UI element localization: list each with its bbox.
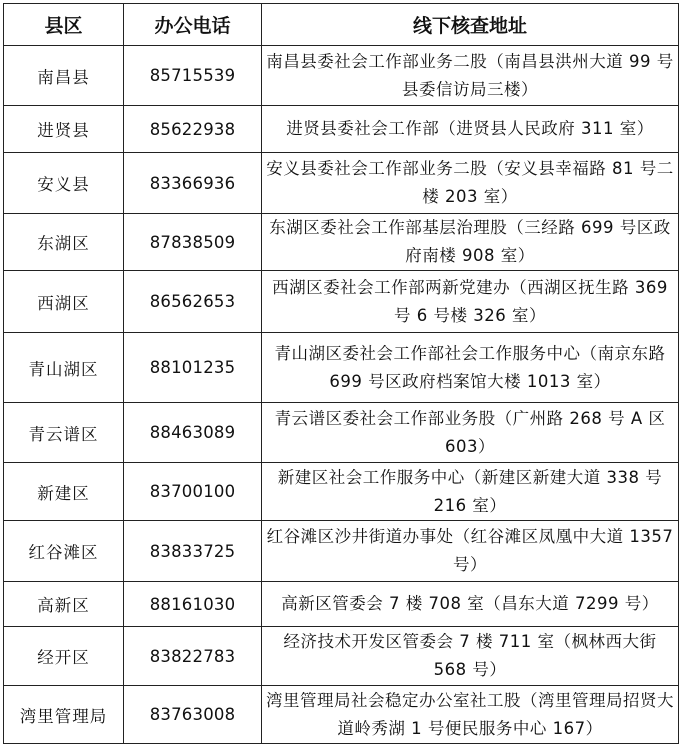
phone-cell: 85622938 bbox=[124, 106, 262, 153]
county-cell: 经开区 bbox=[4, 627, 124, 686]
table-row bbox=[4, 463, 679, 521]
county-cell: 青云谱区 bbox=[4, 403, 124, 463]
phone-cell: 86562653 bbox=[124, 271, 262, 333]
table-row bbox=[4, 627, 679, 686]
table-row bbox=[4, 521, 679, 582]
county-cell: 进贤县 bbox=[4, 106, 124, 153]
phone-cell: 88101235 bbox=[124, 333, 262, 403]
header-county: 县区 bbox=[4, 4, 124, 46]
phone-cell: 83700100 bbox=[124, 463, 262, 521]
table-row bbox=[4, 46, 679, 106]
address-cell: 经济技术开发区管委会 7 楼 711 室（枫林西大街 568 号） bbox=[262, 627, 679, 686]
table-row bbox=[4, 333, 679, 403]
table-row bbox=[4, 214, 679, 271]
phone-cell: 83822783 bbox=[124, 627, 262, 686]
header-row bbox=[4, 4, 679, 46]
table-row bbox=[4, 153, 679, 214]
phone-cell: 83763008 bbox=[124, 686, 262, 744]
address-cell: 安义县委社会工作部业务二股（安义县幸福路 81 号二楼 203 室） bbox=[262, 153, 679, 214]
county-cell: 高新区 bbox=[4, 582, 124, 627]
address-cell: 青云谱区委社会工作部业务股（广州路 268 号 A 区 603） bbox=[262, 403, 679, 463]
address-cell: 红谷滩区沙井街道办事处（红谷滩区凤凰中大道 1357 号） bbox=[262, 521, 679, 582]
address-cell: 湾里管理局社会稳定办公室社工股（湾里管理局招贤大道岭秀湖 1 号便民服务中心 167） bbox=[262, 686, 679, 744]
table-row bbox=[4, 686, 679, 744]
county-cell: 新建区 bbox=[4, 463, 124, 521]
county-cell: 湾里管理局 bbox=[4, 686, 124, 744]
address-cell: 西湖区委社会工作部两新党建办（西湖区抚生路 369 号 6 号楼 326 室） bbox=[262, 271, 679, 333]
address-cell: 进贤县委社会工作部（进贤县人民政府 311 室） bbox=[262, 106, 679, 153]
header-phone: 办公电话 bbox=[124, 4, 262, 46]
phone-cell: 88463089 bbox=[124, 403, 262, 463]
county-cell: 青山湖区 bbox=[4, 333, 124, 403]
phone-cell: 88161030 bbox=[124, 582, 262, 627]
county-cell: 东湖区 bbox=[4, 214, 124, 271]
address-cell: 青山湖区委社会工作部社会工作服务中心（南京东路 699 号区政府档案馆大楼 1013 室） bbox=[262, 333, 679, 403]
phone-cell: 85715539 bbox=[124, 46, 262, 106]
address-cell: 高新区管委会 7 楼 708 室（昌东大道 7299 号） bbox=[262, 582, 679, 627]
table-row bbox=[4, 582, 679, 627]
address-cell: 新建区社会工作服务中心（新建区新建大道 338 号 216 室） bbox=[262, 463, 679, 521]
address-cell: 南昌县委社会工作部业务二股（南昌县洪州大道 99 号县委信访局三楼） bbox=[262, 46, 679, 106]
county-cell: 红谷滩区 bbox=[4, 521, 124, 582]
phone-cell: 83833725 bbox=[124, 521, 262, 582]
table-row bbox=[4, 403, 679, 463]
contact-table bbox=[3, 3, 679, 744]
header-address: 线下核查地址 bbox=[262, 4, 679, 46]
county-cell: 南昌县 bbox=[4, 46, 124, 106]
phone-cell: 87838509 bbox=[124, 214, 262, 271]
county-cell: 安义县 bbox=[4, 153, 124, 214]
table-row bbox=[4, 106, 679, 153]
table-row bbox=[4, 271, 679, 333]
address-cell: 东湖区委社会工作部基层治理股（三经路 699 号区政府南楼 908 室） bbox=[262, 214, 679, 271]
phone-cell: 83366936 bbox=[124, 153, 262, 214]
county-cell: 西湖区 bbox=[4, 271, 124, 333]
